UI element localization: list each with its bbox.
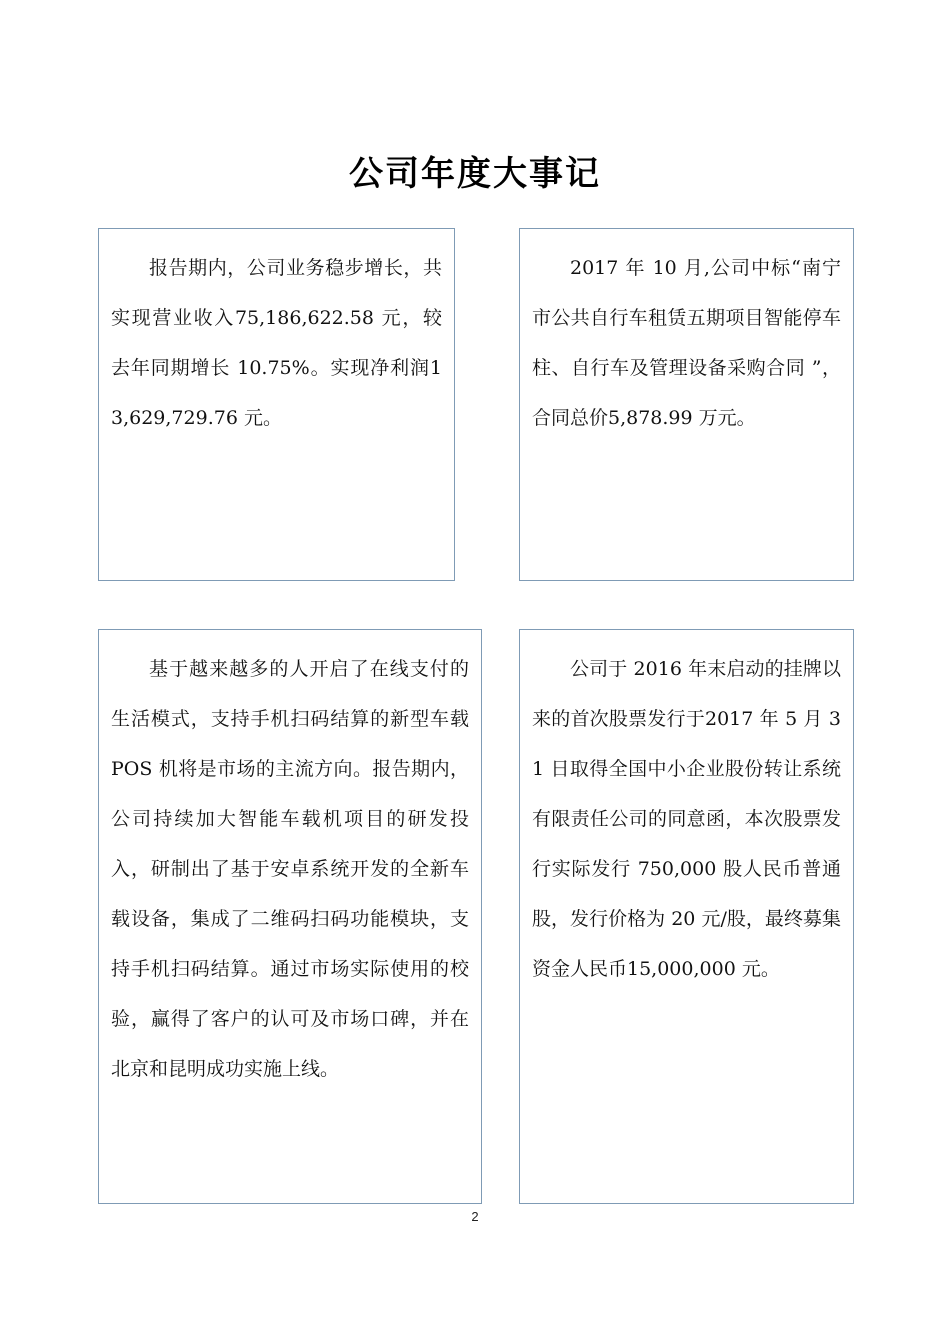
page-number: 2 [471,1209,479,1224]
event-text: 报告期内，公司业务稳步增长，共实现营业收入75,186,622.58 元，较去年同期增长 10.75%。实现净利润13,629,729.76 元。 [111,257,442,429]
event-text: 2017 年 10 月,公司中标“南宁市公共自行车租赁五期项目智能停车柱、自行车及管理设备采购合同 ”，合同总价5,878.99 万元。 [532,257,841,429]
page-title: 公司年度大事记 [349,153,601,194]
event-text: 公司于 2016 年末启动的挂牌以来的首次股票发行于2017 年 5 月 31 日取得全国中小企业股份转让系统有限责任公司的同意函，本次股票发行实际发行 750,000 股人民币普通股，发行价格为 20 元/股，最终募集资金人民币15,000,000 元。 [532,658,841,980]
event-box-contract [519,228,854,581]
event-box-stock-issuance [519,629,854,1204]
event-box-revenue [98,228,455,581]
event-box-pos-terminal [98,629,482,1204]
event-text: 基于越来越多的人开启了在线支付的生活模式，支持手机扫码结算的新型车载 POS 机将是市场的主流方向。报告期内，公司持续加大智能车载机项目的研发投入，研制出了基于安卓系统开发的全新车载设备，集成了二维码扫码功能模块，支持手机扫码结算。通过市场实际使用的校验，赢得了客户的认可及市场口碑，并在北京和昆明成功实施上线。 [111,658,469,1080]
